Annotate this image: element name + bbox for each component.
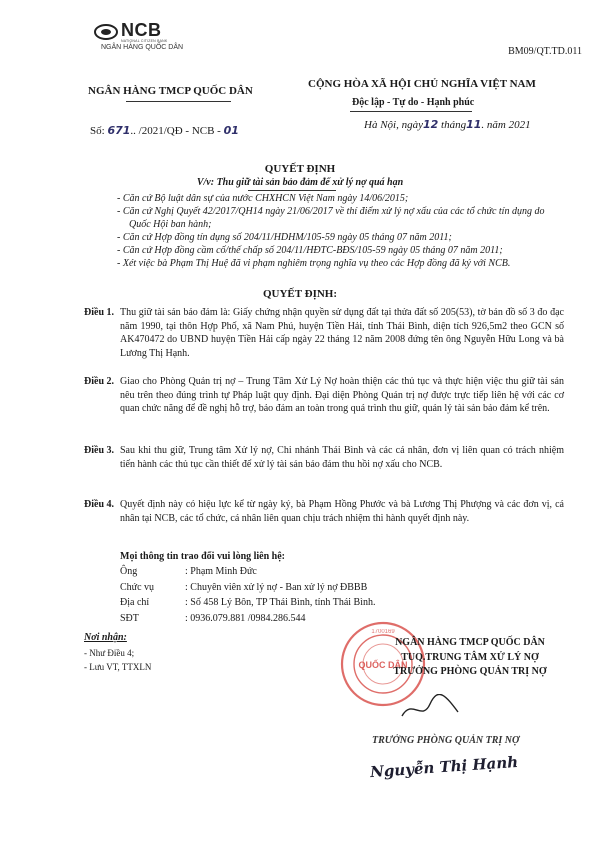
contact-value: : Phạm Minh Đức (185, 566, 257, 577)
ncb-logo (93, 20, 203, 54)
signature-block (365, 636, 575, 680)
subtitle-underline (248, 190, 336, 191)
article-1 (84, 306, 564, 360)
article-2 (84, 375, 564, 416)
contact-key: Địa chỉ (120, 597, 150, 608)
article-label: Điều 3. (84, 445, 114, 456)
article-4 (84, 498, 564, 525)
contact-value: : 0936.079.881 /0984.286.544 (185, 612, 306, 624)
signature-org: NGÂN HÀNG TMCP QUỐC DÂN (395, 637, 545, 648)
date-day: 12 (422, 118, 439, 131)
number-suffix: 01 (223, 124, 239, 137)
article-3 (84, 444, 564, 471)
number-mid: .. /2021/QĐ - NCB - (130, 125, 221, 137)
form-code: BM09/QT.TD.011 (508, 46, 582, 57)
contact-row (120, 582, 420, 598)
recipient-item: - Như Điều 4; (84, 648, 135, 658)
article-text: Sau khi thu giữ, Trung tâm Xử lý nợ, Chi nhánh Thái Bình và các cá nhân, đơn vị liên quan có trách nhiệm tiến hành các thủ tục cần thiết để xử lý tài sản bảo đảm thu hồi nợ xấu cho NCB. (120, 445, 564, 470)
contact-row (120, 597, 420, 613)
legal-basis-item: - Căn cứ Hợp đồng tín dụng số 204/11/HDHM/105-59 ngày 05 tháng 07 năm 2011; (117, 232, 452, 243)
recipients-heading: Nơi nhận: (84, 632, 127, 643)
article-label: Điều 4. (84, 499, 114, 510)
article-label: Điều 2. (84, 376, 114, 387)
decision-heading: QUYẾT ĐỊNH: (262, 288, 338, 300)
legal-basis-item: - Căn cứ Bộ luật dân sự của nước CHXHCN Việt Nam ngày 14/06/2015; (117, 193, 409, 204)
contact-row (120, 566, 420, 582)
seal-text: QUỐC DÂN (358, 660, 408, 670)
contact-key: SĐT (120, 612, 139, 624)
recipients-list (84, 646, 151, 674)
recipient-item: - Lưu VT, TTXLN (84, 662, 152, 672)
article-text: Thu giữ tài sản bảo đảm là: Giấy chứng nhận quyền sử dụng đất tại thửa đất số 205(53), tờ bản đồ số 3 đo đạc năm 1990, tại thôn Hợp Phố, xã Nam Phú, huyện Tiền Hải, tỉnh Thái Bình, diện tích 926,5m2 theo GCN số AK470472 do UBND huyện Tiền Hải cấp ngày 22 tháng 12 năm 2008 đứng tên ông Nguyễn Hữu Long và bà Lương Thị Hạnh. (120, 307, 564, 359)
legal-basis-list (117, 192, 557, 270)
date-mid: tháng (441, 119, 467, 131)
signature-dept: TRƯỞNG PHÒNG QUẢN TRỊ NỢ (393, 666, 547, 677)
signer-name: Nguyễn Thị Hạnh (369, 752, 519, 782)
signature-center: TUQ.TRUNG TÂM XỬ LÝ NỢ (401, 651, 539, 663)
signature-scribble-icon (400, 694, 460, 724)
document-date (364, 118, 531, 131)
article-text: Giao cho Phòng Quản trị nợ – Trung Tâm Xử Lý Nợ hoàn thiện các thủ tục và thực hiện việc thu giữ tài sản nêu trên theo đúng trình tự Pháp luật quy định. Đại diện Phòng Quản trị nợ được trực tiếp liên hệ với các cơ quan chức năng để đề nghị hỗ trợ, bảo đảm an toàn trong quá trình thu giữ, quản lý tài sản bảo đảm kể trên. (120, 376, 564, 415)
date-month: 11 (466, 118, 482, 131)
article-label: Điều 1. (84, 307, 114, 318)
nation-name: CỘNG HÒA XÃ HỘI CHỦ NGHĨA VIỆT NAM (308, 78, 536, 90)
legal-basis-item: - Căn cứ Hợp đồng cầm cố/thế chấp số 204/11/HĐTC-BĐS/105-59 ngày 05 tháng 07 năm 2011; (117, 245, 503, 256)
signer-title-stamp: TRƯỞNG PHÒNG QUẢN TRỊ NỢ (372, 735, 520, 746)
motto: Độc lập - Tự do - Hạnh phúc (352, 97, 475, 108)
ncb-logo-mark-icon (93, 22, 119, 42)
contact-key: Chức vụ (120, 581, 155, 593)
organization-underline (126, 101, 231, 102)
contact-heading: Mọi thông tin trao đổi vui lòng liên hệ: (120, 551, 286, 562)
legal-basis-item: - Căn cứ Nghị Quyết 42/2017/QH14 ngày 21/06/2017 về thí điểm xử lý nợ xấu của các tổ chức tín dụng do Quốc Hội ban hành; (117, 206, 545, 230)
contact-value: : Số 458 Lý Bôn, TP Thái Bình, tỉnh Thái Bình. (185, 597, 376, 608)
logo-bank-name: NGÂN HÀNG QUỐC DÂN (101, 44, 184, 51)
contact-key: Ông (120, 566, 138, 577)
decision-number (90, 124, 239, 137)
seal-number: 1700169 (371, 629, 395, 635)
document-title: QUYẾT ĐỊNH (264, 163, 336, 175)
contact-value: : Chuyên viên xử lý nợ - Ban xử lý nợ ĐBBB (185, 581, 368, 593)
logo-subtext: NATIONAL CITIZEN BANK (121, 39, 168, 43)
number-handwritten: 671 (107, 124, 131, 137)
date-suffix: . năm 2021 (481, 119, 531, 131)
date-prefix: Hà Nội, ngày (364, 119, 423, 131)
logo-text: NCB (121, 20, 162, 40)
article-text: Quyết định này có hiệu lực kể từ ngày ký, bà Phạm Hồng Phước và bà Lương Thị Phượng và các đơn vị, cá nhân tại NCB, các tổ chức, cá nhân liên quan chịu trách nhiệm thi hành quyết định này. (120, 499, 564, 524)
organization-name: NGÂN HÀNG TMCP QUỐC DÂN (88, 85, 253, 97)
motto-underline (350, 111, 472, 112)
document-subtitle: V/v: Thu giữ tài sản bảo đảm để xử lý nợ quá hạn (196, 177, 404, 188)
legal-basis-item: - Xét việc bà Phạm Thị Huệ đã vi phạm nghiêm trọng nghĩa vụ theo các Hợp đồng đã ký với NCB. (117, 258, 511, 269)
number-prefix: Số: (90, 125, 105, 137)
contact-table (120, 566, 420, 628)
